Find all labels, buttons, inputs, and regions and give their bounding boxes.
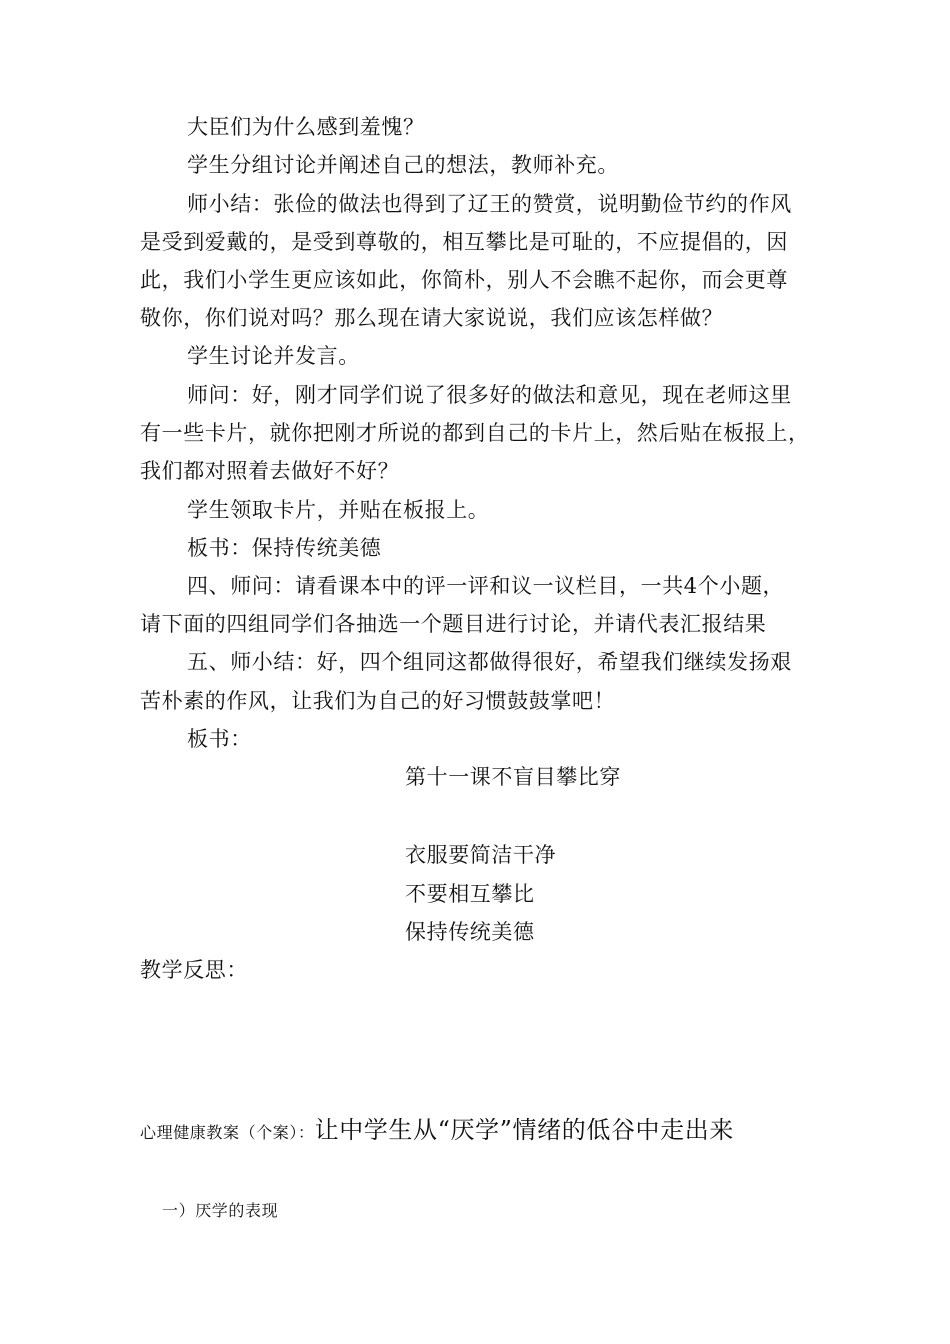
paragraph-section-five-line-2: 苦朴素的作风，让我们为自己的好习惯鼓鼓掌吧！: [140, 689, 616, 713]
teaching-reflection-label: 教学反思：: [140, 958, 248, 982]
paragraph-cards: 学生领取卡片，并贴在板报上。: [187, 498, 490, 522]
next-section-title: 让中学生从“厌学”情绪的低谷中走出来: [314, 1116, 734, 1144]
paragraph-summary-line-2: 是受到爱戴的，是受到尊敬的，相互攀比是可耻的，不应提倡的，因: [140, 230, 788, 254]
board-item-tradition: 保持传统美德: [405, 920, 535, 944]
paragraph-student-speech: 学生讨论并发言。: [187, 344, 360, 368]
board-item-clean-clothes: 衣服要简洁干净: [405, 843, 557, 867]
paragraph-summary-line-1: 师小结：张俭的做法也得到了辽王的赞赏，说明勤俭节约的作风: [187, 192, 792, 216]
board-label: 板书：: [187, 727, 252, 751]
paragraph-section-four-line-2: 请下面的四组同学们各抽选一个题目进行讨论，并请代表汇报结果: [140, 612, 767, 636]
paragraph-teacher-question-line-2: 有一些卡片，就你把刚才所说的都到自己的卡片上，然后贴在板报上，: [140, 421, 810, 445]
paragraph-summary-line-4: 敬你，你们说对吗？那么现在请大家说说，我们应该怎样做？: [140, 306, 724, 330]
paragraph-discussion: 学生分组讨论并阐述自己的想法，教师补充。: [187, 153, 619, 177]
subsection-heading: 一）厌学的表现: [162, 1201, 279, 1220]
paragraph-teacher-question-line-1: 师问：好，刚才同学们说了很多好的做法和意见，现在老师这里: [187, 383, 792, 407]
next-section-heading: [140, 1116, 734, 1147]
paragraph-board-note: 板书：保持传统美德: [187, 536, 382, 560]
board-title: 第十一课不盲目攀比穿: [405, 765, 621, 789]
paragraph-section-five-line-1: 五、师小结：好，四个组同这都做得很好，希望我们继续发扬艰: [187, 650, 792, 674]
paragraph-section-four-line-1: 四、师问：请看课本中的评一评和议一议栏目，一共4个小题，: [187, 574, 785, 598]
paragraph-teacher-question-line-3: 我们都对照着去做好不好？: [140, 459, 400, 483]
board-item-no-comparison: 不要相互攀比: [405, 882, 535, 906]
paragraph-question: 大臣们为什么感到羞愧？: [187, 115, 425, 139]
paragraph-summary-line-3: 此，我们小学生更应该如此，你简朴，别人不会瞧不起你，而会更尊: [140, 268, 788, 292]
next-section-prefix: 心理健康教案（个案）：: [140, 1123, 315, 1142]
